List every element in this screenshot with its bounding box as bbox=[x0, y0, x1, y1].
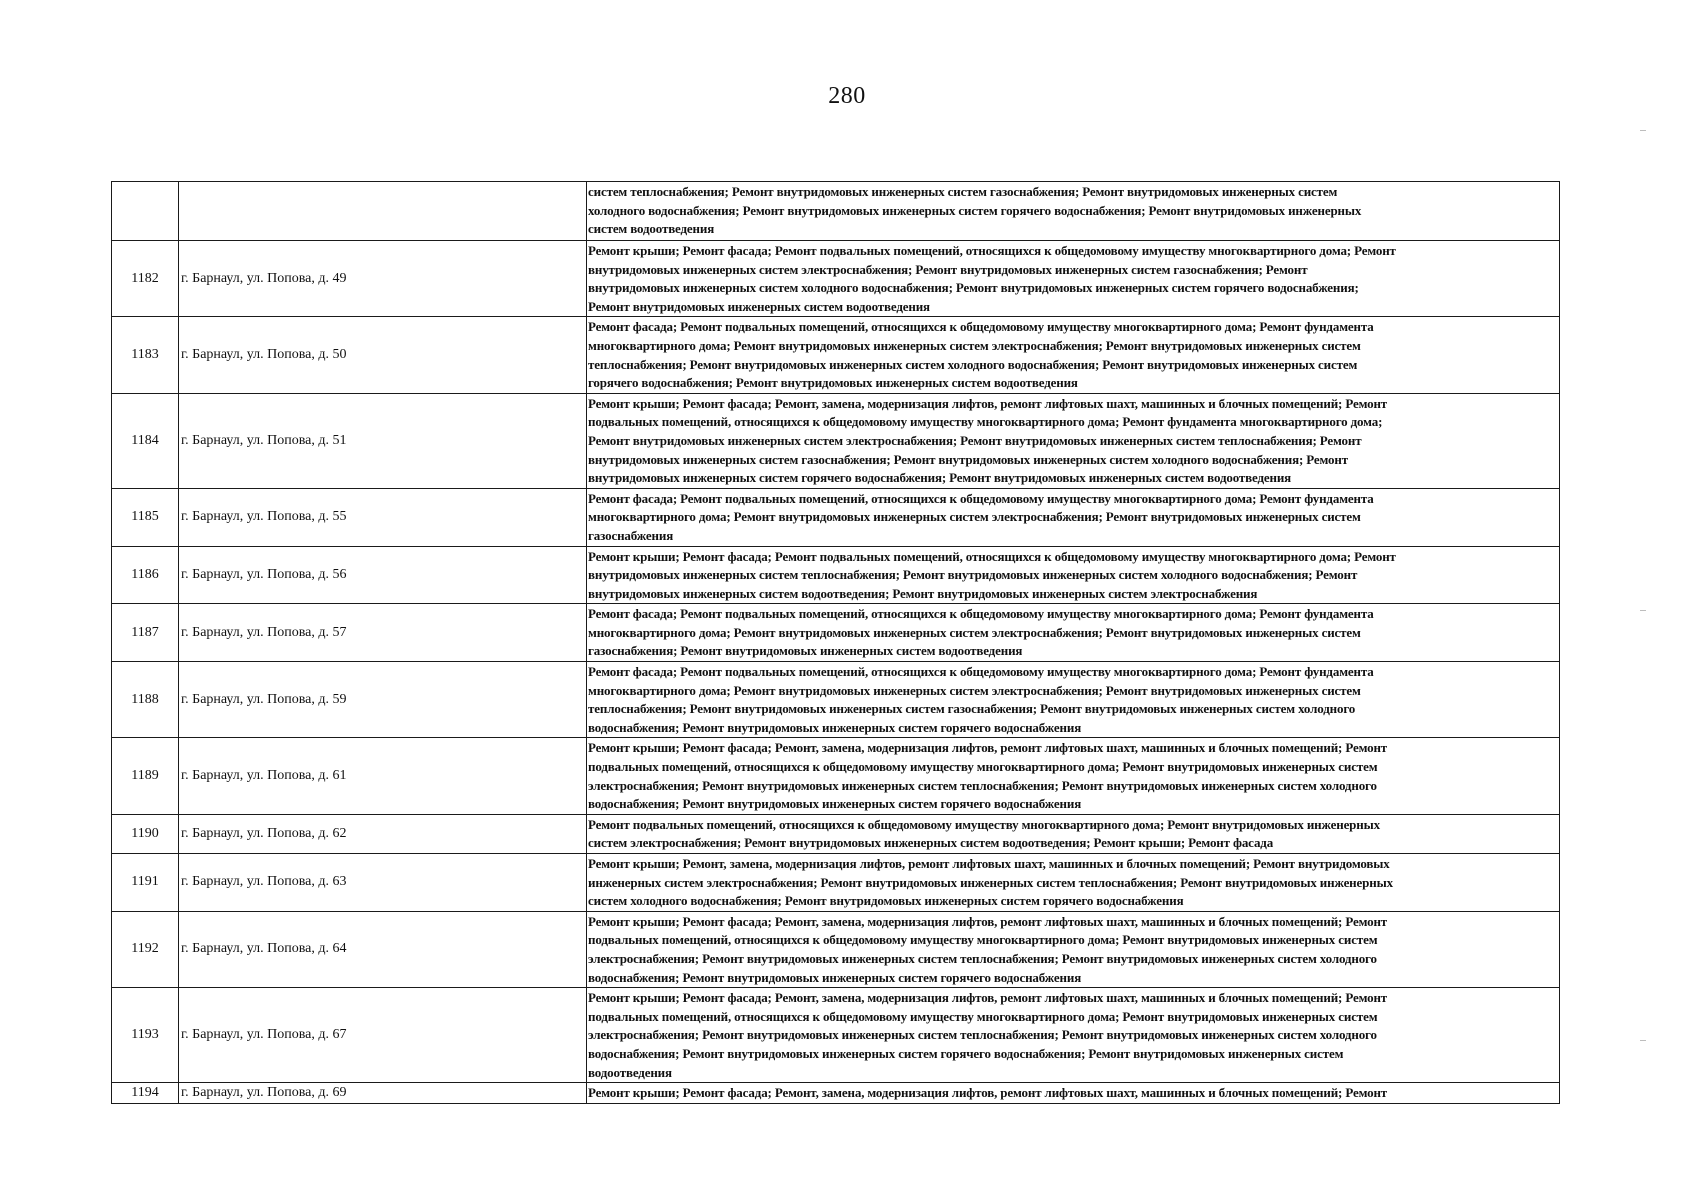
row-address: г. Барнаул, ул. Попова, д. 59 bbox=[179, 662, 587, 738]
row-number: 1194 bbox=[112, 1083, 179, 1104]
repair-register-table bbox=[111, 181, 1560, 1104]
row-address: г. Барнаул, ул. Попова, д. 64 bbox=[179, 911, 587, 987]
table-row bbox=[112, 911, 1560, 987]
row-works: Ремонт крыши; Ремонт фасада; Ремонт подвальных помещений, относящихся к общедомовому имуществу многоквартирного дома; Ремонт внутридомовых инженерных систем теплоснабжения; Ремонт внутридомовых инженерных систем холодного водоснабжения; Ремонт внутридомовых инженерных систем водоотведения; Ремонт внутридомовых инженерных систем электроснабжения bbox=[587, 546, 1560, 604]
row-number: 1182 bbox=[112, 241, 179, 317]
row-address: г. Барнаул, ул. Попова, д. 69 bbox=[179, 1083, 587, 1104]
row-address: г. Барнаул, ул. Попова, д. 62 bbox=[179, 814, 587, 853]
row-works: Ремонт фасада; Ремонт подвальных помещений, относящихся к общедомовому имуществу многоквартирного дома; Ремонт фундамента многоквартирного дома; Ремонт внутридомовых инженерных систем электроснабжения; Ремонт внутридомовых инженерных систем газоснабжения bbox=[587, 488, 1560, 546]
row-works: Ремонт крыши; Ремонт фасада; Ремонт, замена, модернизация лифтов, ремонт лифтовых шахт, машинных и блочных помещений; Ремонт подвальных помещений, относящихся к общедомовому имуществу многоквартирного дома; Ремонт внутридомовых инженерных систем электроснабжения; Ремонт внутридомовых инженерных систем теплоснабжения; Ремонт внутридомовых инженерных систем холодного водоснабжения; Ремонт внутридомовых инженерных систем горячего водоснабжения bbox=[587, 738, 1560, 814]
table-row bbox=[112, 1083, 1560, 1104]
row-address: г. Барнаул, ул. Попова, д. 56 bbox=[179, 546, 587, 604]
row-address: г. Барнаул, ул. Попова, д. 51 bbox=[179, 393, 587, 488]
table-row bbox=[112, 604, 1560, 662]
row-works: Ремонт крыши; Ремонт фасада; Ремонт, замена, модернизация лифтов, ремонт лифтовых шахт, машинных и блочных помещений; Ремонт подвальных помещений, относящихся к общедомовому имуществу многоквартирного дома; Ремонт внутридомовых инженерных систем электроснабжения; Ремонт внутридомовых инженерных систем теплоснабжения; Ремонт внутридомовых инженерных систем холодного водоснабжения; Ремонт внутридомовых инженерных систем горячего водоснабжения; Ремонт внутридомовых инженерных систем водоотведения bbox=[587, 988, 1560, 1083]
row-number: 1188 bbox=[112, 662, 179, 738]
row-works: систем теплоснабжения; Ремонт внутридомовых инженерных систем газоснабжения; Ремонт внутридомовых инженерных систем холодного водоснабжения; Ремонт внутридомовых инженерных систем горячего водоснабжения; Ремонт внутридомовых инженерных систем водоотведения bbox=[587, 182, 1560, 241]
row-works: Ремонт подвальных помещений, относящихся к общедомовому имуществу многоквартирного дома; Ремонт внутридомовых инженерных систем электроснабжения; Ремонт внутридомовых инженерных систем водоотведения; Ремонт крыши; Ремонт фасада bbox=[587, 814, 1560, 853]
row-address: г. Барнаул, ул. Попова, д. 49 bbox=[179, 241, 587, 317]
table-row bbox=[112, 546, 1560, 604]
row-works: Ремонт крыши; Ремонт фасада; Ремонт, замена, модернизация лифтов, ремонт лифтовых шахт, машинных и блочных помещений; Ремонт bbox=[587, 1083, 1560, 1104]
scan-mark bbox=[1640, 610, 1646, 611]
row-number: 1193 bbox=[112, 988, 179, 1083]
row-address: г. Барнаул, ул. Попова, д. 57 bbox=[179, 604, 587, 662]
row-number: 1186 bbox=[112, 546, 179, 604]
row-works: Ремонт крыши; Ремонт фасада; Ремонт, замена, модернизация лифтов, ремонт лифтовых шахт, машинных и блочных помещений; Ремонт подвальных помещений, относящихся к общедомовому имуществу многоквартирного дома; Ремонт фундамента многоквартирного дома; Ремонт внутридомовых инженерных систем электроснабжения; Ремонт внутридомовых инженерных систем теплоснабжения; Ремонт внутридомовых инженерных систем газоснабжения; Ремонт внутридомовых инженерных систем холодного водоснабжения; Ремонт внутридомовых инженерных систем горячего водоснабжения; Ремонт внутридомовых инженерных систем водоотведения bbox=[587, 393, 1560, 488]
table-row bbox=[112, 488, 1560, 546]
row-number: 1183 bbox=[112, 317, 179, 393]
table-row bbox=[112, 854, 1560, 912]
row-number: 1189 bbox=[112, 738, 179, 814]
table-row bbox=[112, 814, 1560, 853]
scan-mark bbox=[1640, 1040, 1646, 1041]
row-works: Ремонт крыши; Ремонт фасада; Ремонт подвальных помещений, относящихся к общедомовому имуществу многоквартирного дома; Ремонт внутридомовых инженерных систем электроснабжения; Ремонт внутридомовых инженерных систем газоснабжения; Ремонт внутридомовых инженерных систем холодного водоснабжения; Ремонт внутридомовых инженерных систем горячего водоснабжения; Ремонт внутридомовых инженерных систем водоотведения bbox=[587, 241, 1560, 317]
table-row bbox=[112, 241, 1560, 317]
table-row bbox=[112, 662, 1560, 738]
table-row bbox=[112, 988, 1560, 1083]
row-number: 1187 bbox=[112, 604, 179, 662]
row-address: г. Барнаул, ул. Попова, д. 55 bbox=[179, 488, 587, 546]
row-number: 1184 bbox=[112, 393, 179, 488]
row-works: Ремонт крыши; Ремонт, замена, модернизация лифтов, ремонт лифтовых шахт, машинных и блочных помещений; Ремонт внутридомовых инженерных систем электроснабжения; Ремонт внутридомовых инженерных систем теплоснабжения; Ремонт внутридомовых инженерных систем холодного водоснабжения; Ремонт внутридомовых инженерных систем горячего водоснабжения bbox=[587, 854, 1560, 912]
row-number: 1191 bbox=[112, 854, 179, 912]
table-row bbox=[112, 738, 1560, 814]
table-body bbox=[112, 182, 1560, 1104]
page-number: 280 bbox=[828, 83, 866, 109]
row-address bbox=[179, 182, 587, 241]
row-works: Ремонт фасада; Ремонт подвальных помещений, относящихся к общедомовому имуществу многоквартирного дома; Ремонт фундамента многоквартирного дома; Ремонт внутридомовых инженерных систем электроснабжения; Ремонт внутридомовых инженерных систем газоснабжения; Ремонт внутридомовых инженерных систем водоотведения bbox=[587, 604, 1560, 662]
row-address: г. Барнаул, ул. Попова, д. 50 bbox=[179, 317, 587, 393]
table-row bbox=[112, 317, 1560, 393]
row-address: г. Барнаул, ул. Попова, д. 63 bbox=[179, 854, 587, 912]
row-number bbox=[112, 182, 179, 241]
row-number: 1192 bbox=[112, 911, 179, 987]
row-number: 1190 bbox=[112, 814, 179, 853]
row-works: Ремонт фасада; Ремонт подвальных помещений, относящихся к общедомовому имуществу многоквартирного дома; Ремонт фундамента многоквартирного дома; Ремонт внутридомовых инженерных систем электроснабжения; Ремонт внутридомовых инженерных систем теплоснабжения; Ремонт внутридомовых инженерных систем газоснабжения; Ремонт внутридомовых инженерных систем холодного водоснабжения; Ремонт внутридомовых инженерных систем горячего водоснабжения bbox=[587, 662, 1560, 738]
row-address: г. Барнаул, ул. Попова, д. 61 bbox=[179, 738, 587, 814]
row-works: Ремонт фасада; Ремонт подвальных помещений, относящихся к общедомовому имуществу многоквартирного дома; Ремонт фундамента многоквартирного дома; Ремонт внутридомовых инженерных систем электроснабжения; Ремонт внутридомовых инженерных систем теплоснабжения; Ремонт внутридомовых инженерных систем холодного водоснабжения; Ремонт внутридомовых инженерных систем горячего водоснабжения; Ремонт внутридомовых инженерных систем водоотведения bbox=[587, 317, 1560, 393]
table-row bbox=[112, 182, 1560, 241]
row-number: 1185 bbox=[112, 488, 179, 546]
scan-mark bbox=[1640, 130, 1646, 131]
row-address: г. Барнаул, ул. Попова, д. 67 bbox=[179, 988, 587, 1083]
row-works: Ремонт крыши; Ремонт фасада; Ремонт, замена, модернизация лифтов, ремонт лифтовых шахт, машинных и блочных помещений; Ремонт подвальных помещений, относящихся к общедомовому имуществу многоквартирного дома; Ремонт внутридомовых инженерных систем электроснабжения; Ремонт внутридомовых инженерных систем теплоснабжения; Ремонт внутридомовых инженерных систем холодного водоснабжения; Ремонт внутридомовых инженерных систем горячего водоснабжения bbox=[587, 911, 1560, 987]
table-row bbox=[112, 393, 1560, 488]
